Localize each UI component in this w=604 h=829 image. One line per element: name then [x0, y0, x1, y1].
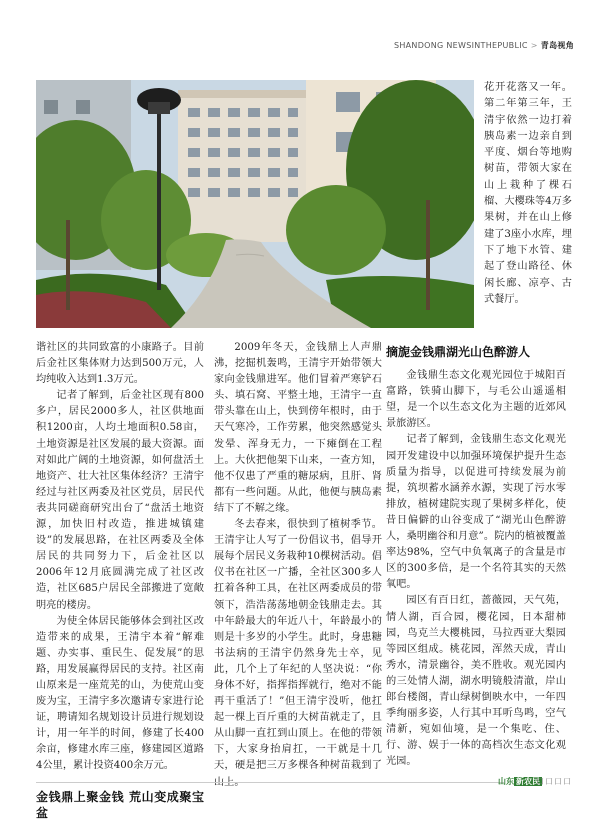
page-number: 口口口口 — [536, 777, 572, 786]
article-photo — [36, 80, 474, 328]
footer-logo-part-a: 山东 — [498, 777, 514, 786]
paragraph: 记者了解到，金钱鼎生态文化观光园开发建设中以加强环境保护提升生态质量为指导，以促进可持续发展为前提，筑坝蓄水涵养水源，实现了污水零排放，植树建院实现了果树多样化，使昔日偏僻的山谷变成了“湖光山色醉游人，桑明幽谷和月意”。院内的植被覆盖率达98%，空气中负氧离子的含量是市区的300多倍，是一个名符其实的天然氧吧。 — [386, 434, 566, 591]
footer-logo-part-b: 新农民 — [516, 777, 540, 786]
text-column-1 — [36, 340, 204, 829]
paragraph: 2009年冬天，金钱鼎上人声鼎沸，挖掘机轰鸣，王清宇开始带领大家向金钱鼎进军。他们冒着严寒铲石头、填石窝、平整土地，王清宇一直带头靠在山上，快到傍年根时，由于天气寒冷，工作劳累，他突然感觉头发晕、浑身无力，一下瘫倒在工程上。大伙把他架下山来，一查方知，他不仅患了严重的糖尿病，且肝、肾都有一些问题。从此，他便与胰岛素结下了不解之缘。 — [214, 342, 382, 514]
footer-divider — [36, 782, 504, 783]
section-name: 青岛视角 — [540, 41, 574, 50]
side-paragraph: 花开花落又一年。第二年第三年，王清宇依然一边打着胰岛素一边亲自到平度、烟台等地购树苗，带领大家在山上栽种了棵石榴、大樱珠等4万多果树，并在山上修建了3座小水库，埋下了地下水管、建起了登山路径、休闲长廊、凉亭、古式餐厅。 — [484, 82, 572, 305]
paragraph: 冬去春来，很快到了植树季节。王清宇让人写了一份倡议书，倡导开展每个居民义务栽种10棵树活动。倡仪书在社区一广播，全社区300多人扛着各种工具，在社区两委成员的带领下，浩浩荡荡地朝金钱鼎走去。其中年龄最大的年近八十，年龄最小的则是十多岁的小学生。此时，身患糖书法病的王清宇仍然身先士卒，见此，几个上了年纪的人坚决说：“你身体不好，指挥指挥就行，绝对不能再干重活了！”但王清宇没听，他扛起一棵上百斤重的大树苗就走了，且从山脚一直扛到山顶上。在他的带领下，大家身抬肩扛，一干就是十几天，硬是把三万多棵各种树苗栽到了山上。 — [214, 519, 382, 788]
page-header: SHANDONG NEWSINTHEPUBLIC > 青岛视角 — [393, 41, 574, 50]
text-column-2 — [214, 340, 382, 791]
magazine-name: SHANDONG NEWSINTHEPUBLIC — [393, 41, 528, 50]
section-heading: 摘旎金钱鼎湖光山色醉游人 — [386, 345, 531, 359]
paragraph: 谐社区的共同致富的小康路子。目前后金社区集体财力达到500万元，人均纯收入达到1.3万元。 — [36, 342, 204, 386]
paragraph: 金钱鼎生态文化观光园位于城阳百富路，铁骑山脚下，与毛公山遥遥相望，是一个以生态文化为主题的近郊风景旅游区。 — [386, 370, 566, 430]
side-text-column — [484, 80, 572, 308]
paragraph: 园区有百日红，蔷薇园，天气苑，情人湖，百合园，樱花园，日本甜柿园，鸟克兰大樱桃园，马拉西亚大梨园等园区组成。桃花园，浑然天成，青山秀水，清景幽谷，美不胜收。观光园内的三处情人湖，湖水明镜般清澈，岸山郎台楼阁，青山绿树倒映水中，一年四季绚丽多姿，人行其中耳听鸟鸣，空气清新，宛如仙境，是一个集吃、住、行、游、娱于一体的高档次生态文化观光园。 — [386, 595, 566, 768]
paragraph: 记者了解到，后金社区现有800多户，居民2000多人，社区供地面积1200亩，人均土地面积0.58亩，土地资源是社区发展的最大资源。面对如此广阔的土地资源，如何盘活土地资产、壮大社区集体经济？王清宇经过与社区两委及社区党员，居民代表共同磋商研究出台了“盘活土地资源，加快旧村改造，推进城镇建设”的发展思路，在社区两委及全体居民的共同努力下，后金社区以2006年12月底圆满完成了社区改造，社区685户居民全部搬进了宽敞明亮的楼房。 — [36, 390, 204, 611]
text-column-3 — [386, 340, 566, 770]
section-heading: 金钱鼎上聚金钱 荒山变成聚宝盆 — [36, 789, 204, 820]
paragraph: 为使全体居民能够体会到社区改造带来的成果，王清宇本着“解难题、办实事、重民生、促发展”的思路，用发展赢得居民的支持。社区南山原来是一座荒芜的山，为使荒山变废为宝，王清宇多次邀请专家进行论证，聘请知名规划设计员进行规划设计，用一年半的时间，修建了长400余亩，修建水库三座，修建园区道路4公里，累计投资400余万元。 — [36, 615, 204, 772]
